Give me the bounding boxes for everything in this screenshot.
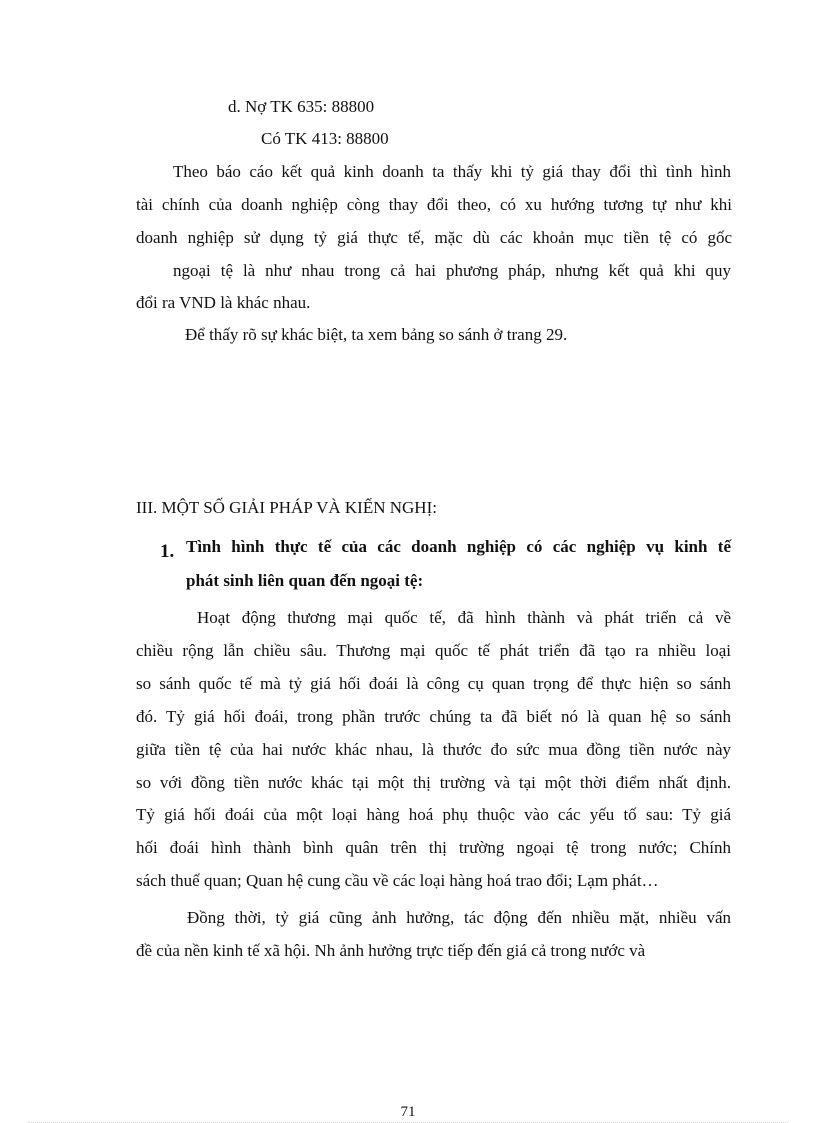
subheading-line-2: phát sinh liên quan đến ngoại tệ: [186, 571, 424, 590]
paragraph-1-line-3: doanh nghiệp sử dụng tỷ giá thực tế, mặc dù các khoản mục tiền tệ có gốc [136, 228, 732, 247]
paragraph-3-line-2: chiều rộng lẫn chiều sâu. Thương mại quốc tế phát triển đã tạo ra nhiều loại [136, 641, 731, 660]
paragraph-1-line-1: Theo báo cáo kết quả kinh doanh ta thấy khi tỷ giá thay đổi thì tình hình [173, 162, 731, 181]
paragraph-1-line-4: ngoại tệ là như nhau trong cả hai phương pháp, nhưng kết quả khi quy [173, 261, 731, 280]
subheading-line-1: Tình hình thực tế của các doanh nghiệp có các nghiệp vụ kinh tế [186, 537, 731, 556]
paragraph-3-line-1: Hoạt động thương mại quốc tế, đã hình thành và phát triển cả về [197, 608, 731, 627]
paragraph-3-line-6: so với đồng tiền nước khác tại một thị trường và tại một thời điểm nhất định. [136, 773, 731, 792]
entry-debit-line: d. Nợ TK 635: 88800 [228, 97, 375, 116]
paragraph-2: Để thấy rõ sự khác biệt, ta xem bảng so sánh ở trang 29. [185, 325, 568, 344]
paragraph-1-line-5: đổi ra VND là khác nhau. [136, 293, 311, 312]
paragraph-3-line-9: sách thuế quan; Quan hệ cung cầu về các loại hàng hoá trao đổi; Lạm phát… [136, 871, 659, 890]
paragraph-4-line-2: đề của nền kinh tế xã hội. Nh ảnh hưởng trực tiếp đến giá cả trong nước và [136, 941, 646, 960]
entry-credit-line: Có TK 413: 88800 [261, 129, 389, 148]
section-heading: III. MỘT SỐ GIẢI PHÁP VÀ KIẾN NGHỊ: [136, 498, 437, 517]
page-number: 71 [400, 1104, 416, 1120]
paragraph-3-line-3: so sánh quốc tế mà tỷ giá hối đoái là công cụ quan trọng để thực hiện so sánh [136, 674, 731, 693]
subheading-number: 1. [160, 541, 175, 562]
paragraph-4-line-1: Đồng thời, tỷ giá cũng ảnh hưởng, tác động đến nhiều mặt, nhiều vấn [187, 908, 731, 927]
paragraph-1-line-2: tài chính của doanh nghiệp còng thay đổi theo, có xu hướng tương tự như khi [136, 195, 732, 214]
paragraph-3-line-8: hối đoái hình thành bình quân trên thị trường ngoại tệ trong nước; Chính [136, 838, 731, 857]
paragraph-3-line-5: giữa tiền tệ của hai nước khác nhau, là thước đo sức mua đồng tiền nước này [136, 740, 731, 759]
paragraph-3-line-4: đó. Tỷ giá hối đoái, trong phần trước chúng ta đã biết nó là quan hệ so sánh [136, 707, 731, 726]
paragraph-3-line-7: Tỷ giá hối đoái của một loại hàng hoá phụ thuộc vào các yếu tố sau: Tỷ giá [136, 805, 731, 824]
